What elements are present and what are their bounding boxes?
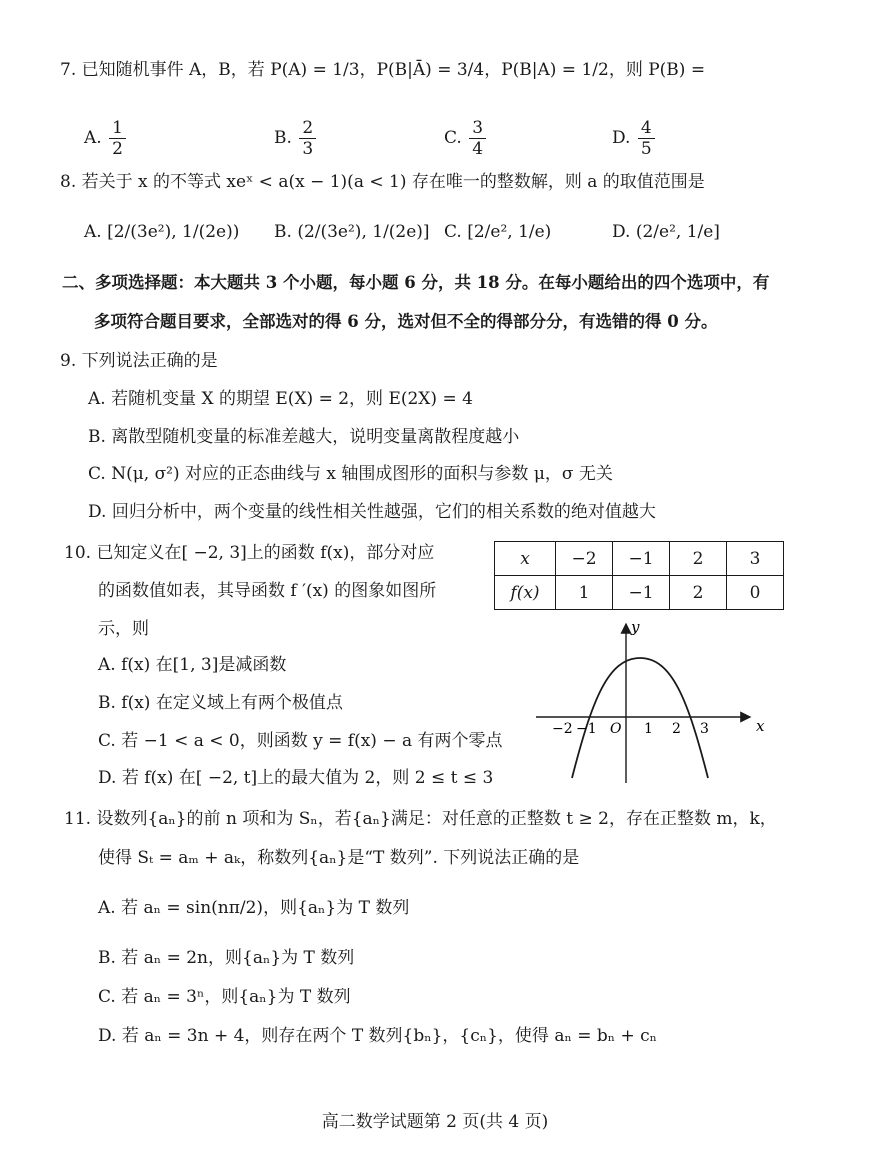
tick-label: −2 — [552, 721, 573, 737]
q10-stem-line3: 示，则 — [98, 619, 149, 639]
q9-stem: 9. 下列说法正确的是 — [60, 351, 218, 371]
q10-stem-line1: 10. 已知定义在[ −2, 3]上的函数 f(x)，部分对应 — [64, 543, 435, 563]
q8-option-b: B. (2/(3e²), 1/(2e)] — [274, 222, 430, 242]
q11-stem-line2: 使得 Sₜ = aₘ + aₖ，称数列{aₙ}是“T 数列”. 下列说法正确的是 — [98, 848, 580, 868]
x-axis-label: x — [756, 717, 765, 735]
q11-option-a: A. 若 aₙ = sin(nπ/2)，则{aₙ}为 T 数列 — [98, 898, 410, 918]
q10-value-table — [494, 541, 784, 610]
q10-option-c: C. 若 −1 < a < 0，则函数 y = f(x) − a 有两个零点 — [98, 731, 503, 751]
table-cell: −1 — [613, 542, 670, 576]
q10-option-d: D. 若 f(x) 在[ −2, t]上的最大值为 2，则 2 ≤ t ≤ 3 — [98, 768, 494, 788]
q10-stem-line2: 的函数值如表，其导函数 f ′(x) 的图象如图所 — [98, 581, 437, 601]
section2-heading-line2: 多项符合题目要求，全部选对的得 6 分，选对但不全的得部分分，有选错的得 0 分。 — [94, 312, 718, 331]
table-cell: 1 — [556, 576, 613, 610]
tick-label: 1 — [644, 721, 653, 737]
origin-label: O — [610, 721, 622, 737]
q9-option-a: A. 若随机变量 X 的期望 E(X) = 2，则 E(2X) = 4 — [88, 389, 473, 409]
q7-stem: 7. 已知随机事件 A，B，若 P(A) = 1/3，P(B|Ā) = 3/4，P(B|A) = 1/2，则 P(B) = — [60, 60, 706, 80]
table-cell: f(x) — [495, 576, 556, 610]
q7-option-d: D. $\frac{4}{5}$ — [612, 118, 657, 159]
derivative-graph — [530, 620, 770, 785]
section2-heading-line1: 二、多项选择题：本大题共 3 个小题，每小题 6 分，共 18 分。在每小题给出的四个选项中，有 — [62, 273, 770, 292]
q11-stem-line1: 11. 设数列{aₙ}的前 n 项和为 Sₙ，若{aₙ}满足：对任意的正整数 t ≥ 2，存在正整数 m，k， — [64, 809, 777, 829]
q11-option-d: D. 若 aₙ = 3n + 4，则存在两个 T 数列{bₙ}，{cₙ}，使得 aₙ = bₙ + cₙ — [98, 1026, 658, 1046]
table-cell: 3 — [727, 542, 784, 576]
q7-option-c: C. $\frac{3}{4}$ — [444, 118, 488, 159]
table-cell: x — [495, 542, 556, 576]
q10-option-a: A. f(x) 在[1, 3]是减函数 — [98, 655, 287, 675]
table-cell: 2 — [670, 542, 727, 576]
table-cell: 2 — [670, 576, 727, 610]
q7-option-b: B. $\frac{2}{3}$ — [274, 118, 318, 159]
tick-label: −1 — [576, 721, 597, 737]
q7-option-a: A. $\frac{1}{2}$ — [84, 118, 128, 159]
tick-label: 2 — [672, 721, 681, 737]
q8-option-c: C. [2/e², 1/e) — [444, 222, 552, 242]
derivative-curve — [572, 658, 708, 778]
q9-option-c: C. N(μ, σ²) 对应的正态曲线与 x 轴围成图形的面积与参数 μ，σ 无关 — [88, 464, 613, 484]
q8-option-a: A. [2/(3e²), 1/(2e)) — [84, 222, 240, 242]
y-axis-label: y — [631, 620, 640, 636]
page-footer: 高二数学试题第 2 页(共 4 页) — [321, 1112, 549, 1132]
q8-stem: 8. 若关于 x 的不等式 xeˣ < a(x − 1)(a < 1) 存在唯一的整数解，则 a 的取值范围是 — [60, 172, 705, 192]
table-cell: −2 — [556, 542, 613, 576]
table-row-x — [495, 542, 784, 576]
table-row-fx — [495, 576, 784, 610]
q11-option-c: C. 若 aₙ = 3ⁿ，则{aₙ}为 T 数列 — [98, 987, 351, 1007]
table-cell: −1 — [613, 576, 670, 610]
tick-label: 3 — [700, 721, 709, 737]
q8-option-d: D. (2/e², 1/e] — [612, 222, 720, 242]
q10-option-b: B. f(x) 在定义域上有两个极值点 — [98, 693, 343, 713]
q9-option-b: B. 离散型随机变量的标准差越大，说明变量离散程度越小 — [88, 427, 520, 447]
q11-option-b: B. 若 aₙ = 2n，则{aₙ}为 T 数列 — [98, 948, 355, 968]
table-cell: 0 — [727, 576, 784, 610]
q9-option-d: D. 回归分析中，两个变量的线性相关性越强，它们的相关系数的绝对值越大 — [88, 502, 656, 522]
